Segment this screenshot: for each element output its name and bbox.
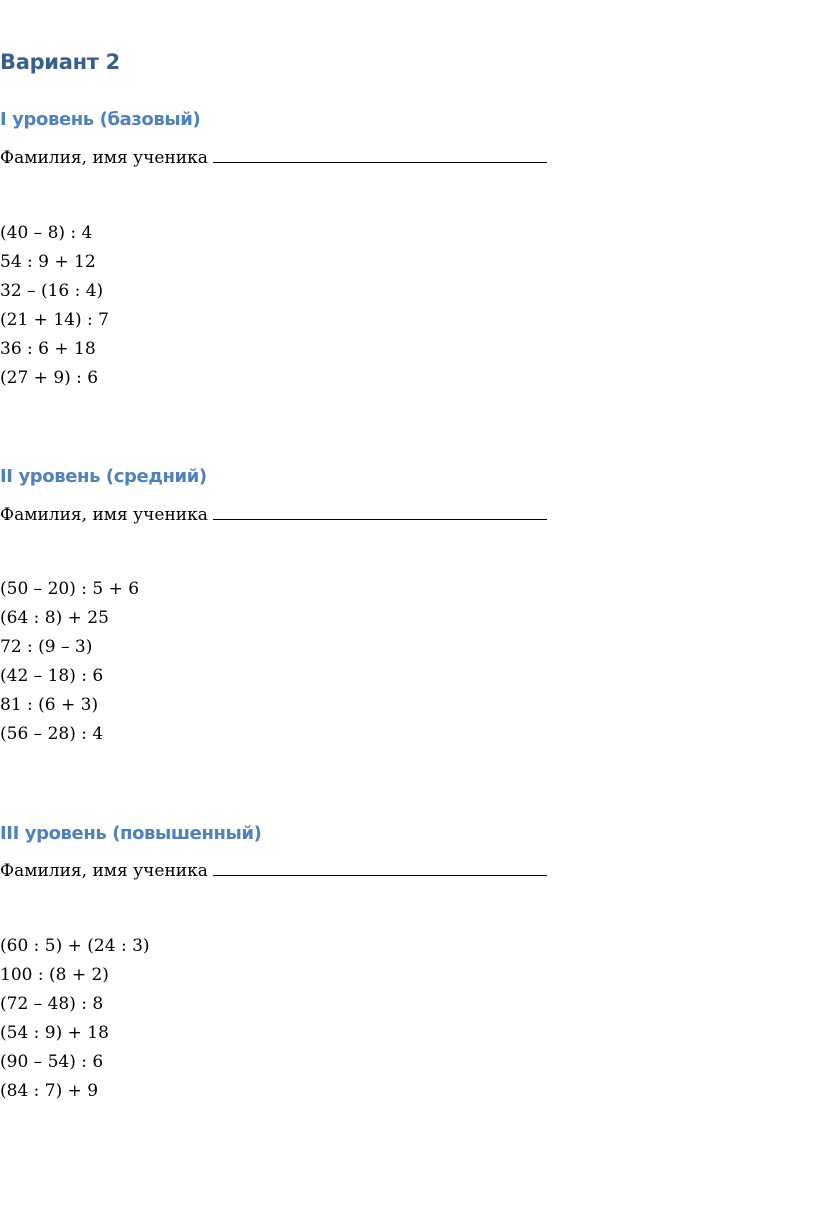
level-2-name-field[interactable] bbox=[0, 502, 580, 525]
level-2-heading: II уровень (средний) bbox=[0, 466, 207, 487]
exercise-item: (84 : 7) + 9 bbox=[0, 1081, 99, 1101]
exercise-item: (56 – 28) : 4 bbox=[0, 724, 104, 744]
name-underline[interactable] bbox=[213, 858, 547, 876]
level-3-exercises bbox=[0, 932, 150, 1106]
level-1-heading: I уровень (базовый) bbox=[0, 109, 201, 130]
variant-title: Вариант 2 bbox=[0, 50, 120, 74]
exercise-item: (42 – 18) : 6 bbox=[0, 666, 104, 686]
exercise-item: (64 : 8) + 25 bbox=[0, 608, 109, 628]
exercise-item: (27 + 9) : 6 bbox=[0, 368, 99, 388]
exercise-item: (72 – 48) : 8 bbox=[0, 994, 104, 1014]
exercise-item: (21 + 14) : 7 bbox=[0, 310, 109, 330]
level-3-name-field[interactable] bbox=[0, 858, 580, 881]
level-3-heading: III уровень (повышенный) bbox=[0, 823, 262, 844]
name-label: Фамилия, имя ученика bbox=[0, 148, 208, 168]
exercise-item: 72 : (9 – 3) bbox=[0, 637, 93, 657]
exercise-item: (40 – 8) : 4 bbox=[0, 223, 93, 243]
level-2-exercises bbox=[0, 575, 139, 749]
exercise-item: (90 – 54) : 6 bbox=[0, 1052, 104, 1072]
exercise-item: 32 – (16 : 4) bbox=[0, 281, 104, 301]
name-underline[interactable] bbox=[213, 502, 547, 520]
name-label: Фамилия, имя ученика bbox=[0, 505, 208, 525]
level-1-name-field[interactable] bbox=[0, 145, 580, 168]
exercise-item: 81 : (6 + 3) bbox=[0, 695, 99, 715]
exercise-item: (50 – 20) : 5 + 6 bbox=[0, 579, 140, 599]
name-label: Фамилия, имя ученика bbox=[0, 861, 208, 881]
level-1-exercises bbox=[0, 219, 109, 393]
exercise-item: 100 : (8 + 2) bbox=[0, 965, 109, 985]
name-underline[interactable] bbox=[213, 145, 547, 163]
exercise-item: (54 : 9) + 18 bbox=[0, 1023, 109, 1043]
exercise-item: 36 : 6 + 18 bbox=[0, 339, 96, 359]
exercise-item: 54 : 9 + 12 bbox=[0, 252, 96, 272]
exercise-item: (60 : 5) + (24 : 3) bbox=[0, 936, 150, 956]
